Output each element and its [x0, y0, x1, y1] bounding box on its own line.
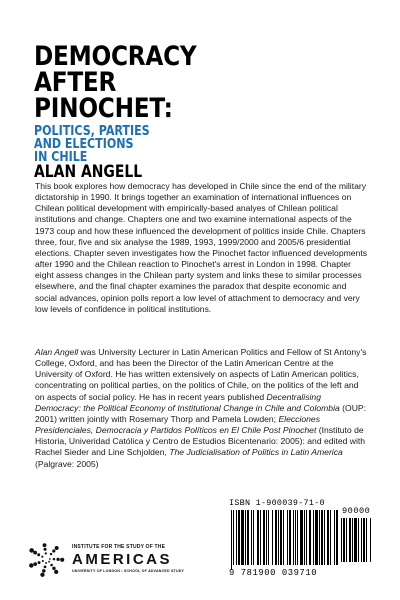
barcode-bar [260, 510, 261, 565]
logo-dot [42, 569, 46, 573]
logo-dot [55, 546, 59, 550]
barcode-bar [295, 510, 296, 565]
logo-dot [56, 558, 59, 561]
barcode-bar [346, 518, 347, 562]
barcode-bar [241, 510, 244, 565]
title-line: PINOCHET: [34, 93, 173, 124]
publisher-name: AMERICAS [72, 551, 173, 568]
logo-dot [60, 558, 64, 562]
barcode-bar [309, 510, 311, 565]
barcode-bar [266, 510, 267, 565]
logo-dot [54, 570, 58, 574]
barcode-digits: 9 781900 039710 [229, 568, 318, 578]
barcode-bar [366, 518, 367, 562]
barcode-bar [336, 510, 338, 565]
author-bio [35, 347, 367, 470]
logo-dot [52, 549, 55, 552]
bio-book-title: Elecciones Presidenciales, Democracia y Partidos Políticos en El Chile Post Pinochet [35, 413, 321, 436]
barcode-bar [233, 510, 234, 565]
barcode-bar [275, 510, 277, 565]
subtitle-line: IN CHILE [34, 149, 88, 165]
barcode-bar [268, 510, 269, 565]
barcode-bar [287, 510, 288, 565]
barcode-bar [330, 510, 331, 565]
logo-dot [42, 560, 44, 562]
bio-text: (OUP: 2001) written jointly with Rosemary Thorp and Pamela Lowden; [35, 402, 367, 424]
logo-dot [43, 543, 47, 547]
barcode-bar [321, 510, 323, 565]
logo-dot [29, 563, 33, 567]
logo-dot [50, 553, 52, 555]
logo-dot [48, 561, 50, 563]
logo-dot [53, 558, 56, 561]
title-line: DEMOCRACY [34, 41, 197, 72]
bio-author-name: Alan Angell [35, 347, 79, 357]
barcode-bar [363, 518, 365, 562]
barcode-bar [236, 510, 237, 565]
publisher-logo [28, 538, 218, 582]
barcode-bar [361, 518, 362, 562]
barcode-bar [358, 518, 359, 562]
publisher-line: UNIVERSITY OF LONDON • SCHOOL OF ADVANCED STUDY [72, 569, 185, 573]
barcode-bar [343, 518, 345, 562]
barcode-bar [315, 510, 318, 565]
barcode-bar [231, 510, 232, 570]
barcode-bar [327, 510, 329, 565]
logo-dot [45, 552, 47, 554]
logo-dot [33, 562, 37, 566]
subtitle-line: AND ELECTIONS [34, 136, 134, 152]
ean-barcode [231, 510, 339, 570]
barcode-bar [370, 518, 371, 562]
logo-dot [50, 564, 53, 567]
logo-dot [40, 573, 44, 577]
title-line: AFTER [34, 67, 117, 98]
logo-dot [49, 558, 51, 560]
title-block [34, 41, 374, 182]
barcode-bar [293, 510, 294, 565]
logo-dot [52, 567, 55, 570]
barcode-bar [319, 510, 320, 565]
barcode-bar [253, 510, 254, 565]
subtitle-line: POLITICS, PARTIES [34, 123, 150, 139]
price-code: 90000 [342, 506, 371, 516]
bio-book-title: The Judicialisation of Politics in Latin America [169, 447, 343, 458]
barcode-bar [280, 510, 282, 565]
barcode-bar [341, 518, 342, 562]
barcode-bar [251, 510, 252, 565]
book-subtitle [34, 125, 313, 164]
barcode-bar [297, 510, 298, 565]
bio-text: (Instituto de Historia, Univeridad Católica y Centro de Estudios Bicentenario: 2005): and edited with Rachel Sieder and Line Schjolden, [35, 425, 366, 458]
barcode-bar [352, 518, 353, 562]
dots-emblem-icon [28, 540, 66, 578]
logo-dot [44, 548, 47, 551]
barcode-bar [278, 510, 279, 565]
logo-dot [29, 548, 34, 553]
logo-dot [41, 556, 43, 558]
barcode-bar [247, 510, 249, 565]
barcode-bar [334, 510, 335, 565]
book-title [34, 41, 326, 124]
bio-text: (Palgrave: 2005) [35, 458, 99, 469]
barcode-bar [324, 510, 325, 565]
barcode-bar [283, 510, 284, 565]
logo-dot [33, 551, 37, 555]
barcode-bar [245, 510, 246, 565]
isbn-label: ISBN 1-900039-71-0 [229, 498, 325, 508]
barcode-bar [300, 510, 303, 565]
logo-dot [38, 561, 41, 564]
barcode-bar [257, 510, 259, 565]
logo-dot [45, 562, 47, 564]
bio-text: was University Lecturer in Latin American Politics and Fellow of St Antony's College, Oxford, and has been the Director of the Latin American Centre at the University of Oxford. He has written extensively on aspects of Latin American politics, concentrating on political parties, on the politics of Chile, on the politics of the left and on aspects of social policy. He has in recent years published [35, 347, 367, 402]
barcode-bar [238, 510, 240, 565]
barcode-bar [313, 510, 314, 565]
publisher-line: INSTITUTE FOR THE STUDY OF THE [72, 544, 166, 550]
logo-dot [44, 566, 47, 569]
book-description: This book explores how democracy has developed in Chile since the end of the military dictatorship in 1990. It brings together an examination of international influences on Chilean political development with empirically-based analyes of Chilean political institutions and change. Chapters one and two examine international aspects of the 1973 coup and how these influenced the development of politics inside Chile. Chapters three, four, five and six analyse the 1989, 1993, 1999/2000 and 2005/6 presidential elections. Chapter seven investigates how the Pinochet factor influenced developments after 1990 and the Chilean reaction to Pinochet's arrest in London in 1998. Chapter eight assess changes in the Chilean party system and links these to similar processes elsewhere, and the final chapter examines the paradox that despite economic and social advances, opinion polls report a low level of attachment to democracy and very low levels of confidence in political institutions. [35, 181, 368, 314]
barcode-bar [289, 510, 291, 565]
barcode-bar [304, 510, 305, 565]
barcode-bar [272, 510, 273, 565]
bio-book-title: Decentralising Democracy: the Political Economy of Institutional Change in Chile and Colombia [35, 391, 340, 413]
barcode-bar [306, 510, 307, 565]
barcode-bar [349, 518, 351, 562]
logo-dot [37, 553, 40, 556]
price-barcode [341, 518, 381, 568]
barcode-block [229, 498, 379, 584]
author-name: ALAN ANGELL [34, 162, 143, 182]
barcode-bar [263, 510, 265, 565]
barcode-bar [354, 518, 357, 562]
